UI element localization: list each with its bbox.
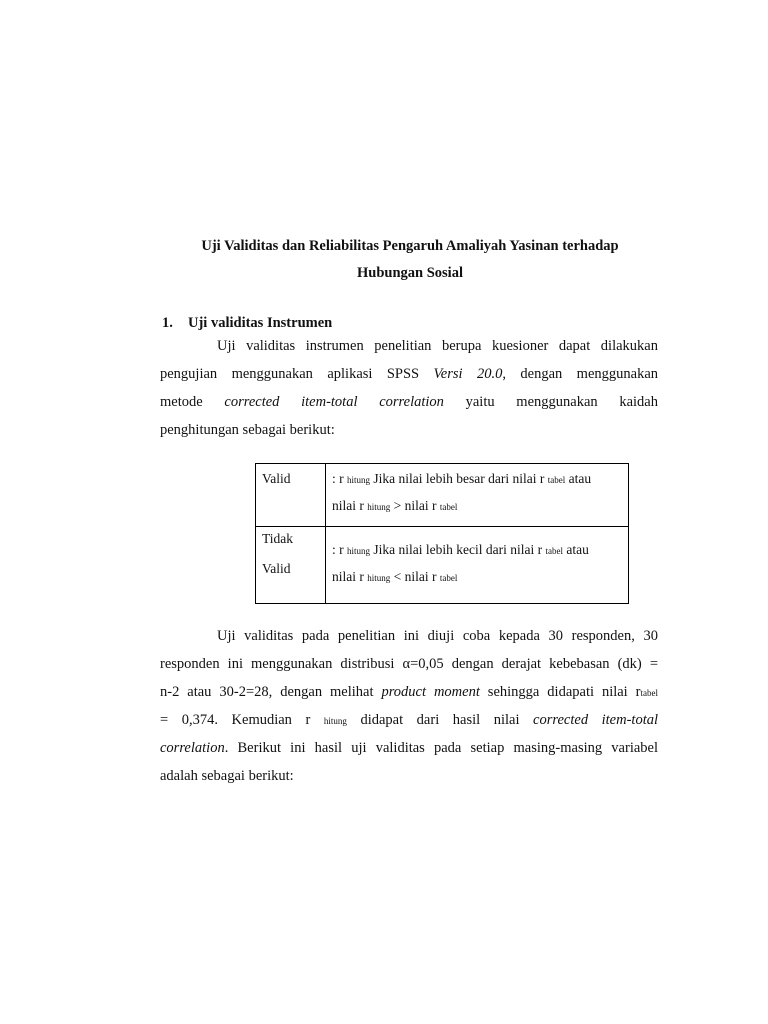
paragraph-validity-method [160,332,658,444]
paragraph-line: penghitungan sebagai berikut: [160,422,335,438]
validity-criteria-table [255,463,629,604]
text-run: Jika nilai lebih besar dari nilai r [370,471,548,486]
text-run: didapat dari hasil nilai [346,712,534,728]
paragraph-line [160,678,658,706]
text-run-italic: corrected item-total [533,712,658,728]
subscript: tabel [547,475,566,485]
document-title-line1: Uji Validitas dan Reliabilitas Pengaruh Amaliyah Yasinan terhadap [201,238,619,254]
subscript: hitung [323,716,347,726]
text-run-italic: Versi 20.0 [433,366,503,382]
text-run: , dengan menggunakan [502,366,659,382]
criteria-term-cell [256,527,326,604]
text-run: metode [160,394,225,410]
subscript: tabel [640,688,658,698]
subscript: hitung [367,573,391,583]
text-run: nilai r [332,498,368,513]
table-row [256,527,629,604]
paragraph-line: adalah sebagai berikut: [160,768,294,784]
text-run: > nilai r [390,498,440,513]
table-row [256,464,629,527]
paragraph-validity-results [160,622,658,790]
paragraph-line [160,360,658,388]
text-run: . Berikut ini hasil uji validitas pada setiap masing-masing variabel [224,740,658,756]
subscript: tabel [545,546,563,556]
paragraph-line: responden ini menggunakan distribusi α=0,05 dengan derajat kebebasan (dk) = [160,656,658,672]
text-run: < nilai r [390,569,440,584]
criteria-definition-cell [326,464,629,527]
paragraph-line [160,706,658,734]
text-run: atau [565,471,592,486]
paragraph-line: Uji validitas instrumen penelitian berupa kuesioner dapat dilakukan [217,338,658,354]
criteria-definition-line [332,466,622,493]
text-run-italic: correlation [160,740,225,756]
criteria-definition-line [332,493,622,520]
document-title-line2: Hubungan Sosial [357,265,463,281]
text-run: : r [332,471,347,486]
text-run: Jika nilai lebih kecil dari nilai r [370,542,546,557]
criteria-term: Valid [262,471,291,486]
text-run-italic: product moment [381,684,480,700]
criteria-definition-cell [326,527,629,604]
paragraph-line: Uji validitas pada penelitian ini diuji coba kepada 30 responden, 30 [217,628,658,644]
criteria-definition-line [332,537,622,564]
criteria-term-cell [256,464,326,527]
text-run: sehingga didapati nilai r [479,684,641,700]
text-run: nilai r [332,569,368,584]
criteria-term: Tidak [262,531,294,546]
section-number: 1. [162,315,173,331]
criteria-term: Valid [262,561,291,576]
text-run: : r [332,542,347,557]
text-run-italic: corrected item-total correlation [224,394,444,410]
text-run: atau [562,542,589,557]
paragraph-line [160,734,658,762]
subscript: hitung [347,475,371,485]
text-run: = 0,374. Kemudian r [160,712,324,728]
text-run: yaitu menggunakan kaidah [443,394,658,410]
subscript: hitung [347,546,371,556]
section-heading-text: Uji validitas Instrumen [188,315,333,331]
subscript: tabel [439,573,458,583]
paragraph-line [160,388,658,416]
criteria-definition-line [332,564,622,591]
subscript: hitung [367,502,391,512]
text-run: pengujian menggunakan aplikasi SPSS [160,366,434,382]
text-run: n-2 atau 30-2=28, dengan melihat [160,684,382,700]
subscript: tabel [439,502,458,512]
